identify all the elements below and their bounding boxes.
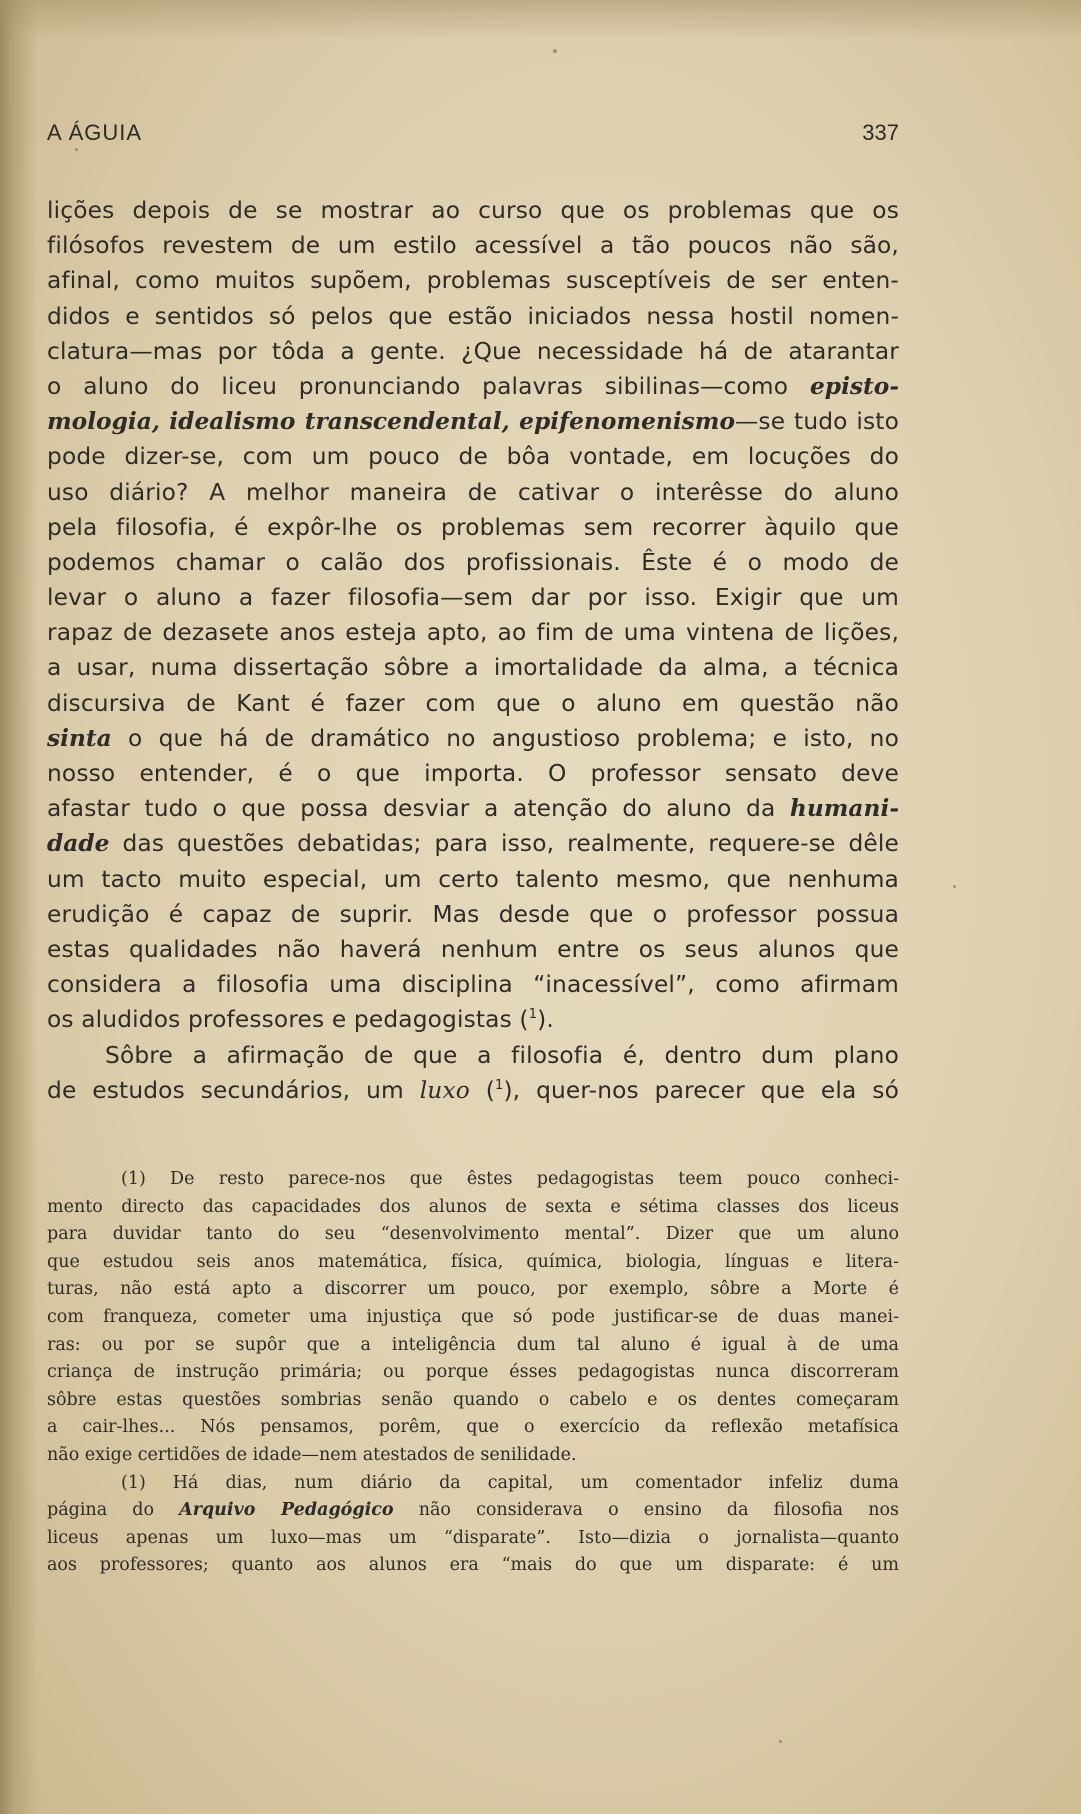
body-line: o aluno do liceu pronunciando palavras sibilinas—como episto- <box>47 372 899 400</box>
italic-term: sinta <box>47 724 112 752</box>
italic-term: luxo <box>419 1076 470 1104</box>
body-line: pela filosofia, é expôr-lhe os problemas sem recorrer àquilo que <box>47 513 899 541</box>
body-line: a usar, numa dissertação sôbre a imortalidade da alma, a técnica <box>47 654 899 682</box>
body-line: dade das questões debatidas; para isso, realmente, requere-se dêle <box>47 830 899 858</box>
page-top-shadow <box>0 0 1081 40</box>
journal-title: A ÁGUIA <box>47 120 143 145</box>
paper-speck <box>553 49 557 53</box>
italic-term: mologia, idealismo transcendental, epifenomenismo <box>47 408 735 436</box>
body-line: discursiva de Kant é fazer com que o aluno em questão não <box>47 689 899 717</box>
footnote-line: página do Arquivo Pedagógico não considerava o ensino da filosofia nos <box>47 1500 899 1521</box>
body-line: considera a filosofia uma disciplina “inacessível”, como afirmam <box>47 971 899 999</box>
running-header <box>47 120 899 152</box>
body-line: levar o aluno a fazer filosofia—sem dar por isso. Exigir que um <box>47 584 899 612</box>
body-line: Sôbre a afirmação de que a filosofia é, dentro dum plano <box>105 1041 899 1069</box>
body-line: um tacto muito especial, um certo talento mesmo, que nenhuma <box>47 865 899 893</box>
paper-speck <box>953 885 956 888</box>
body-line: pode dizer-se, com um pouco de bôa vontade, em locuções do <box>47 443 899 471</box>
italic-title: Arquivo Pedagógico <box>179 1500 394 1521</box>
body-line: uso diário? A melhor maneira de cativar o interêsse do aluno <box>47 478 899 506</box>
body-line: didos e sentidos só pelos que estão iniciados nessa hostil nomen- <box>47 302 899 330</box>
footnote-line: (1) Há dias, num diário da capital, um comentador infeliz duma <box>121 1472 899 1493</box>
body-line: afinal, como muitos supõem, problemas susceptíveis de ser enten- <box>47 267 899 295</box>
body-line: erudição é capaz de suprir. Mas desde que o professor possua <box>47 900 899 928</box>
body-line: de estudos secundários, um luxo ($^1$), quer-nos parecer que ela só <box>47 1076 899 1104</box>
body-line: clatura—mas por tôda a gente. ¿Que necessidade há de atarantar <box>47 337 899 365</box>
body-line: filósofos revestem de um estilo acessível a tão poucos não são, <box>47 232 899 260</box>
footnote-line: para duvidar tanto do seu “desenvolvimento mental”. Dizer que um aluno <box>47 1224 899 1245</box>
body-line: mologia, idealismo transcendental, epifenomenismo—se tudo isto <box>47 408 899 436</box>
footnote-line: (1) De resto parece-nos que êstes pedagogistas teem pouco conheci- <box>121 1169 899 1189</box>
footnote-line: criança de instrução primária; ou porque ésses pedagogistas nunca discorreram <box>47 1362 899 1383</box>
footnote-line: sôbre estas questões sombrias senão quando o cabelo e os dentes começaram <box>47 1389 899 1410</box>
body-line: lições depois de se mostrar ao curso que os problemas que os <box>47 197 899 224</box>
footnotes <box>47 1166 899 1580</box>
body-line: estas qualidades não haverá nenhum entre os seus alunos que <box>47 935 899 963</box>
italic-term: episto- <box>809 372 899 400</box>
footnote-line: não exige certidões de idade—nem atestados de senilidade. <box>47 1444 577 1465</box>
paper-speck <box>75 148 78 151</box>
paper-speck <box>779 1740 782 1743</box>
footnote-line: ras: ou por se supôr que a inteligência dum tal aluno é igual à de uma <box>47 1334 899 1355</box>
footnote-ref: 1 <box>495 1077 504 1093</box>
page-edge-shadow <box>0 0 38 1814</box>
footnote-line: a cair-lhes... Nós pensamos, porêm, que o exercício da reflexão metafísica <box>47 1417 899 1438</box>
footnote-line: turas, não está apto a discorrer um pouco, por exemplo, sôbre a Morte é <box>47 1279 899 1300</box>
body-line: sinta o que há de dramático no angustioso problema; e isto, no <box>47 724 899 752</box>
italic-term: humani- <box>789 795 899 823</box>
body-line: afastar tudo o que possa desviar a atenção do aluno da humani- <box>47 795 899 823</box>
italic-term: dade <box>47 830 110 858</box>
body-line: os aludidos professores e pedagogistas ($^1$). <box>47 1006 554 1034</box>
page-number: 337 <box>862 120 899 145</box>
body-line: nosso entender, é o que importa. O professor sensato deve <box>47 760 899 787</box>
footnote-line: liceus apenas um luxo—mas um “disparate”. Isto—dizia o jornalista—quanto <box>47 1527 899 1548</box>
footnote-line: aos professores; quanto aos alunos era “mais do que um disparate: é um <box>47 1555 899 1576</box>
footnote-line: que estudou seis anos matemática, física, química, biologia, línguas e litera- <box>47 1251 899 1272</box>
footnote-line: mento directo das capacidades dos alunos de sexta e sétima classes dos liceus <box>47 1196 899 1217</box>
body-line: rapaz de dezasete anos esteja apto, ao fim de uma vintena de lições, <box>47 619 899 647</box>
footnote-line: com franqueza, cometer uma injustiça que só pode justificar-se de duas manei- <box>47 1306 899 1327</box>
footnote-ref: 1 <box>528 1007 538 1023</box>
body-text <box>47 193 899 1108</box>
body-line: podemos chamar o calão dos profissionais. Êste é o modo de <box>47 548 899 576</box>
